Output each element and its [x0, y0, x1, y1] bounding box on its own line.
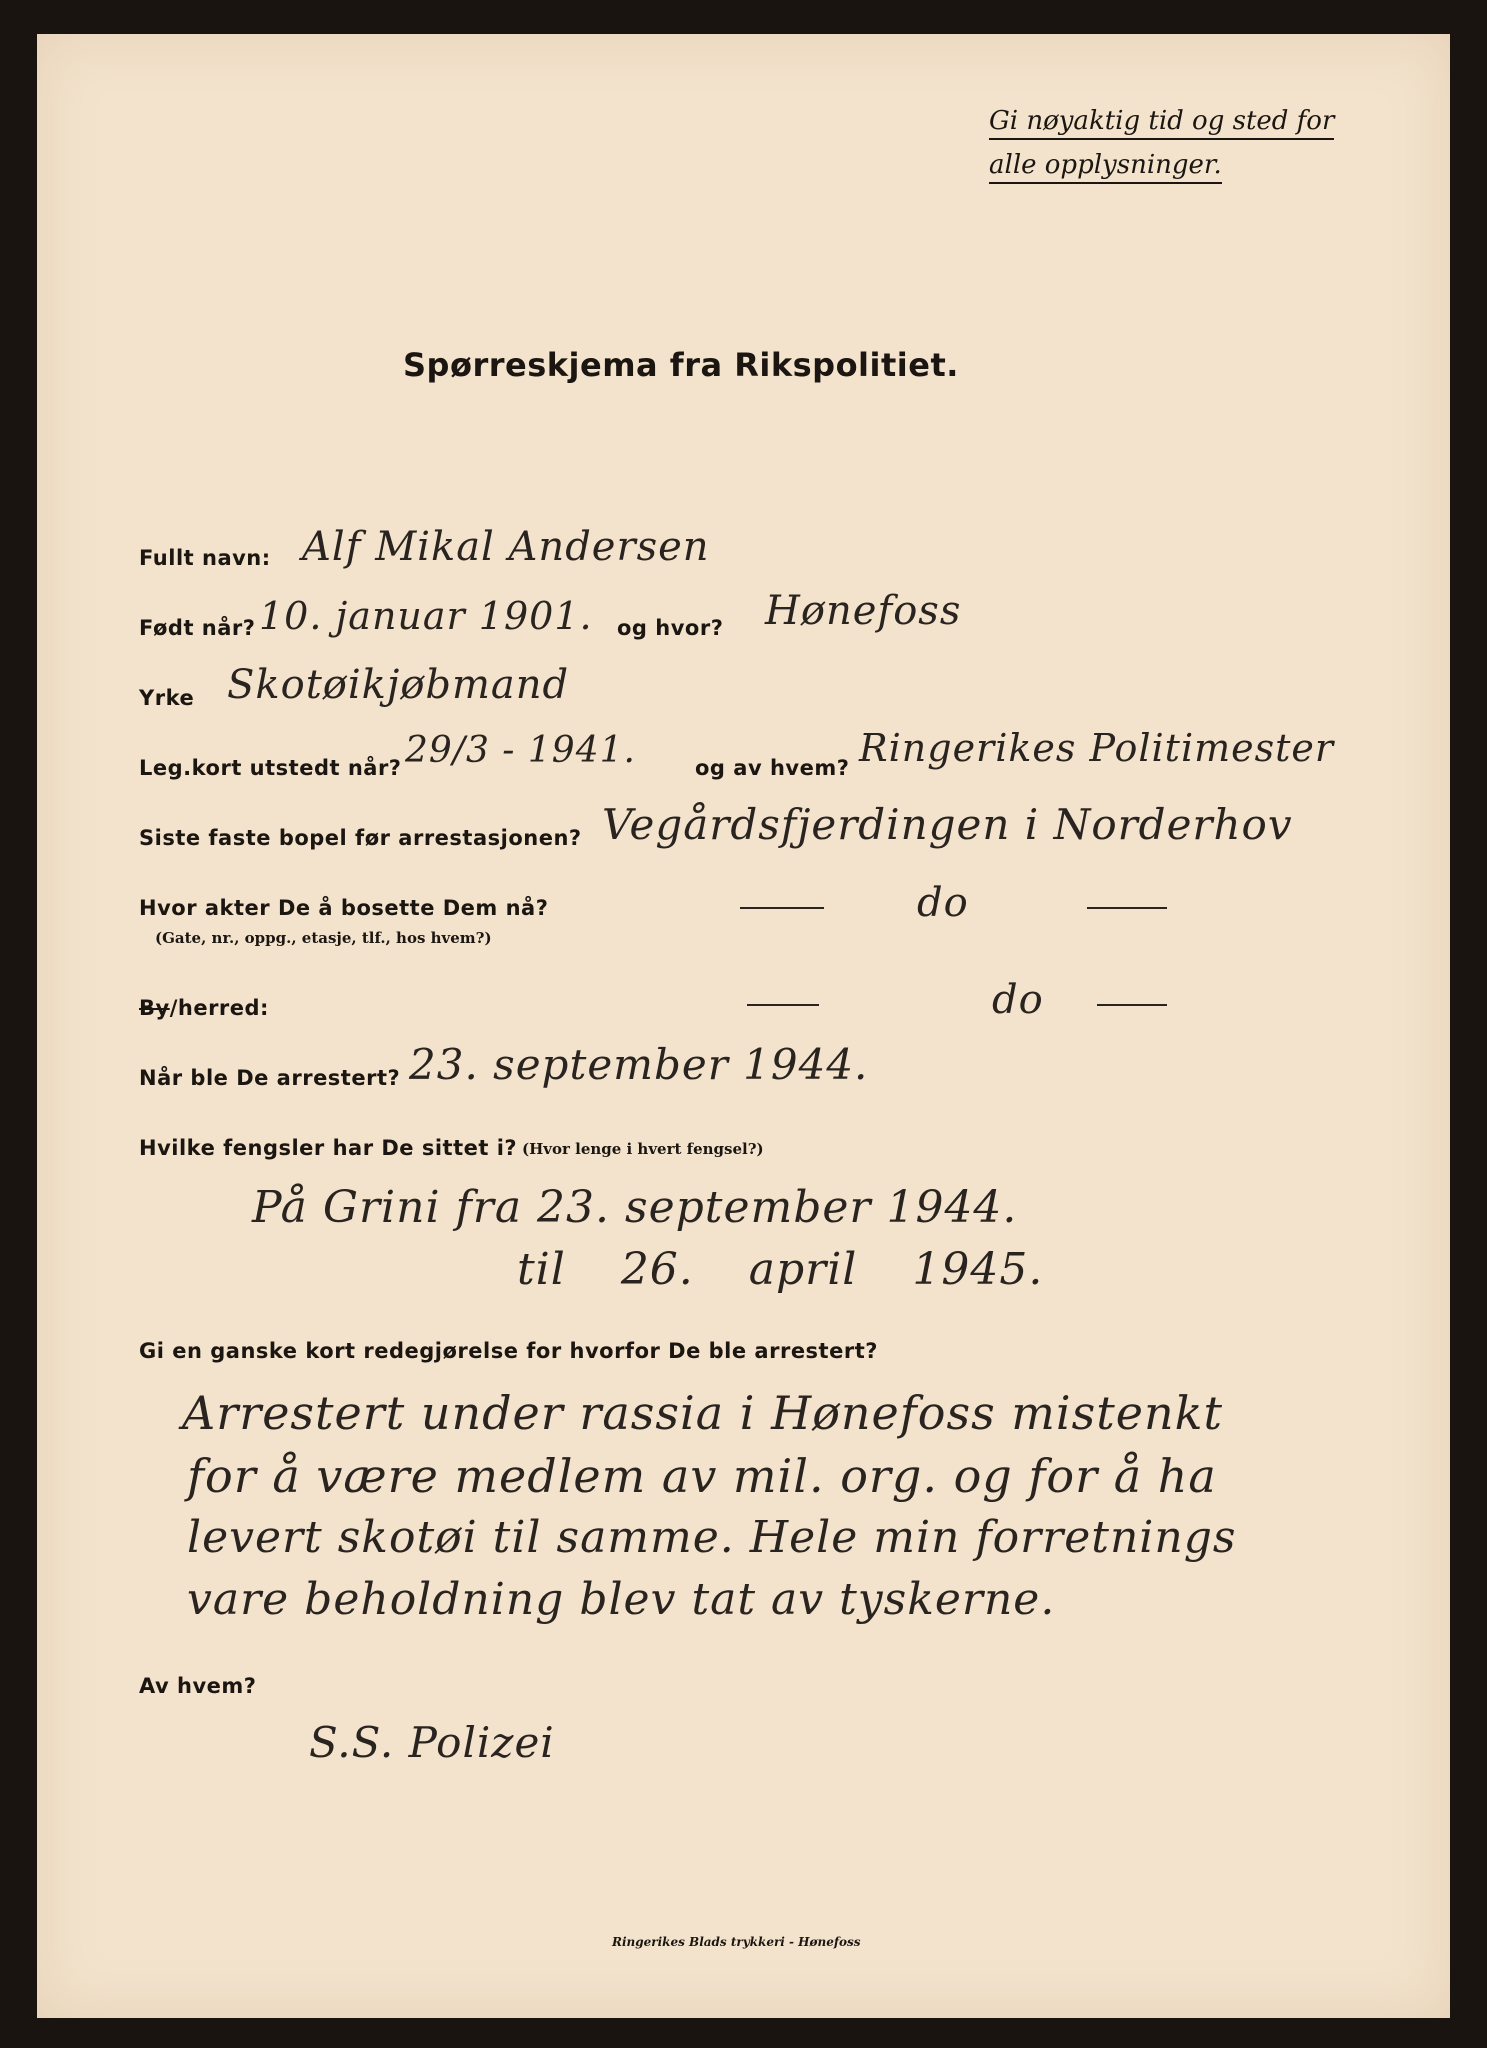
instruction-note-line2: alle opplysninger. — [989, 150, 1222, 184]
born-where-label: og hvor? — [617, 616, 724, 640]
reason-line-4: vare beholdning blev tat av tyskerne. — [187, 1574, 1056, 1625]
instruction-note-line1: Gi nøyaktig tid og sted for — [989, 106, 1334, 140]
occupation-value: Skotøikjøbmand — [227, 662, 570, 708]
prisons-line1: På Grini fra 23. september 1944. — [252, 1182, 1018, 1233]
settle-sublabel: (Gate, nr., oppg., etasje, tlf., hos hvem?) — [155, 929, 492, 947]
settle-dash-right — [1087, 907, 1167, 909]
reason-line-3: levert skotøi til samme. Hele min forretnings — [187, 1512, 1237, 1563]
town-value: do — [992, 977, 1044, 1023]
settle-dash-left — [740, 907, 824, 909]
settle-label: Hvor akter De å bosette Dem nå? — [139, 896, 549, 920]
town-label-struck: By — [139, 996, 170, 1020]
form-title: Spørreskjema fra Rikspolitiet. — [403, 346, 959, 384]
town-label-rest: /herred: — [169, 996, 269, 1020]
town-dash-right — [1097, 1004, 1167, 1006]
by-whom-value: S.S. Polizei — [309, 1718, 555, 1767]
settle-value: do — [917, 880, 969, 926]
prisons-label: Hvilke fengsler har De sittet i? — [139, 1136, 518, 1160]
town-label — [139, 996, 269, 1020]
reason-label: Gi en ganske kort redegjørelse for hvorfor De ble arrestert? — [139, 1339, 878, 1363]
born-when-value: 10. januar 1901. — [259, 594, 593, 638]
prisons-sublabel: (Hvor lenge i hvert fengsel?) — [522, 1140, 764, 1158]
born-when-label: Født når? — [139, 616, 256, 640]
last-residence-value: Vegårdsfjerdingen i Norderhov — [602, 800, 1293, 849]
name-value: Alf Mikal Andersen — [302, 524, 710, 570]
reason-line-1: Arrestert under rassia i Hønefoss mistenkt — [182, 1386, 1223, 1440]
name-label: Fullt navn: — [139, 546, 271, 570]
reason-line-2: for å være medlem av mil. org. og for å ha — [187, 1449, 1217, 1503]
prisons-line2: til 26. april 1945. — [517, 1244, 1044, 1295]
arrested-label: Når ble De arrestert? — [139, 1066, 401, 1090]
arrested-value: 23. september 1944. — [409, 1040, 869, 1089]
occupation-label: Yrke — [139, 686, 195, 710]
legkort-by-label: og av hvem? — [695, 756, 850, 780]
born-where-value: Hønefoss — [765, 588, 962, 634]
form-sheet — [37, 34, 1450, 2018]
legkort-value: 29/3 - 1941. — [405, 730, 636, 771]
legkort-by-value: Ringerikes Politimester — [859, 726, 1335, 770]
printer-imprint: Ringerikes Blads trykkeri - Hønefoss — [612, 1935, 861, 1949]
town-dash-left — [747, 1004, 819, 1006]
last-residence-label: Siste faste bopel før arrestasjonen? — [139, 826, 582, 850]
legkort-label: Leg.kort utstedt når? — [139, 756, 402, 780]
by-whom-label: Av hvem? — [139, 1674, 257, 1698]
